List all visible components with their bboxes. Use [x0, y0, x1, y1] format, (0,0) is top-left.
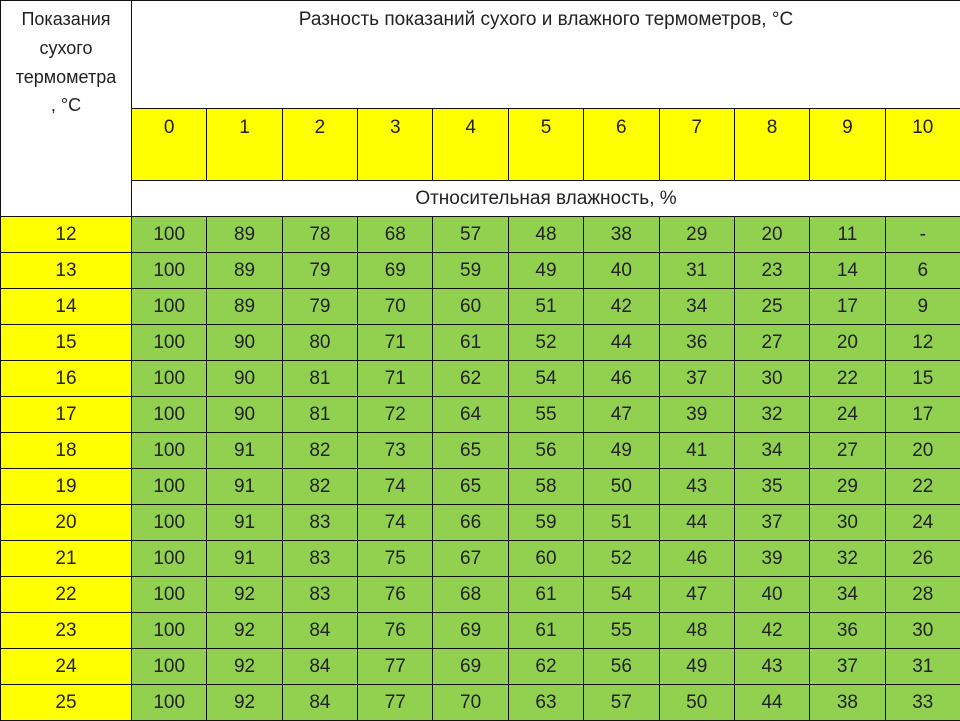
- humidity-value-cell: 57: [433, 217, 508, 253]
- humidity-value-cell: 46: [659, 541, 734, 577]
- humidity-value-cell: 39: [659, 397, 734, 433]
- humidity-value-cell: 90: [207, 397, 282, 433]
- humidity-value-cell: 84: [282, 613, 357, 649]
- dry-temperature-cell: 17: [1, 397, 132, 433]
- difference-value: 8: [767, 117, 778, 139]
- humidity-value-cell: 20: [734, 217, 809, 253]
- table-row: [1, 253, 960, 289]
- corner-line: термометра: [1, 63, 131, 92]
- difference-value: 3: [390, 117, 401, 139]
- table-title: [132, 1, 960, 109]
- humidity-value-cell: 70: [358, 289, 433, 325]
- humidity-value-cell: 40: [734, 577, 809, 613]
- humidity-value-cell: 100: [132, 613, 207, 649]
- humidity-value-cell: 12: [885, 325, 960, 361]
- humidity-value-cell: 36: [659, 325, 734, 361]
- humidity-value-cell: 62: [508, 649, 583, 685]
- humidity-value-cell: 44: [734, 685, 809, 721]
- humidity-value-cell: 100: [132, 253, 207, 289]
- humidity-value-cell: 6: [885, 253, 960, 289]
- dry-temperature-cell: 24: [1, 649, 132, 685]
- humidity-value-cell: 17: [885, 397, 960, 433]
- dry-temperature-cell: 22: [1, 577, 132, 613]
- humidity-value-cell: 89: [207, 289, 282, 325]
- humidity-value-cell: 75: [358, 541, 433, 577]
- humidity-value-cell: 41: [659, 433, 734, 469]
- humidity-value-cell: 14: [810, 253, 885, 289]
- humidity-value-cell: 43: [659, 469, 734, 505]
- difference-header-cell: [282, 109, 357, 181]
- table-row: [1, 361, 960, 397]
- humidity-value-cell: 22: [885, 469, 960, 505]
- humidity-value-cell: 76: [358, 577, 433, 613]
- difference-header-cell: [885, 109, 960, 181]
- humidity-value-cell: 27: [734, 325, 809, 361]
- humidity-value-cell: 26: [885, 541, 960, 577]
- humidity-value-cell: 62: [433, 361, 508, 397]
- difference-header-cell: [508, 109, 583, 181]
- humidity-value-cell: 79: [282, 253, 357, 289]
- humidity-value-cell: 30: [734, 361, 809, 397]
- table-row: [1, 613, 960, 649]
- difference-header-cell: [433, 109, 508, 181]
- humidity-value-cell: 20: [810, 325, 885, 361]
- humidity-value-cell: 38: [584, 217, 659, 253]
- difference-header-cell: [132, 109, 207, 181]
- humidity-value-cell: 25: [734, 289, 809, 325]
- humidity-value-cell: 22: [810, 361, 885, 397]
- difference-header-cell: [358, 109, 433, 181]
- humidity-value-cell: 55: [584, 613, 659, 649]
- humidity-value-cell: 52: [584, 541, 659, 577]
- humidity-value-cell: 100: [132, 505, 207, 541]
- humidity-value-cell: 44: [659, 505, 734, 541]
- humidity-value-cell: 64: [433, 397, 508, 433]
- humidity-value-cell: 56: [584, 649, 659, 685]
- humidity-value-cell: 80: [282, 325, 357, 361]
- humidity-value-cell: 50: [659, 685, 734, 721]
- humidity-value-cell: 84: [282, 685, 357, 721]
- humidity-value-cell: 92: [207, 613, 282, 649]
- dry-temperature-cell: 21: [1, 541, 132, 577]
- table-row: [1, 433, 960, 469]
- humidity-value-cell: 90: [207, 361, 282, 397]
- dry-temperature-cell: 20: [1, 505, 132, 541]
- humidity-value-cell: 23: [734, 253, 809, 289]
- difference-value: 6: [616, 117, 627, 139]
- humidity-value-cell: 29: [810, 469, 885, 505]
- humidity-value-cell: 91: [207, 433, 282, 469]
- humidity-value-cell: 51: [584, 505, 659, 541]
- humidity-value-cell: 92: [207, 577, 282, 613]
- humidity-value-cell: 61: [508, 613, 583, 649]
- difference-header-cell: [810, 109, 885, 181]
- humidity-value-cell: 20: [885, 433, 960, 469]
- humidity-value-cell: 74: [358, 505, 433, 541]
- humidity-value-cell: 100: [132, 469, 207, 505]
- table-body: [1, 217, 960, 721]
- dry-temperature-cell: 15: [1, 325, 132, 361]
- humidity-value-cell: 15: [885, 361, 960, 397]
- humidity-value-cell: 77: [358, 649, 433, 685]
- humidity-value-cell: 73: [358, 433, 433, 469]
- humidity-value-cell: 44: [584, 325, 659, 361]
- humidity-value-cell: 78: [282, 217, 357, 253]
- humidity-value-cell: 52: [508, 325, 583, 361]
- humidity-value-cell: 48: [659, 613, 734, 649]
- humidity-value-cell: 71: [358, 325, 433, 361]
- humidity-value-cell: 37: [810, 649, 885, 685]
- humidity-value-cell: 84: [282, 649, 357, 685]
- relative-humidity-label: Относительная влажность, %: [132, 181, 960, 217]
- humidity-value-cell: 34: [734, 433, 809, 469]
- table-row: [1, 469, 960, 505]
- humidity-value-cell: 81: [282, 397, 357, 433]
- humidity-value-cell: 48: [508, 217, 583, 253]
- difference-value: 9: [842, 117, 853, 139]
- humidity-value-cell: 38: [810, 685, 885, 721]
- humidity-value-cell: 68: [433, 577, 508, 613]
- humidity-value-cell: 58: [508, 469, 583, 505]
- difference-value: 1: [239, 117, 250, 139]
- difference-value: 5: [541, 117, 552, 139]
- difference-value: 10: [912, 117, 933, 139]
- dry-temperature-cell: 12: [1, 217, 132, 253]
- humidity-value-cell: 42: [584, 289, 659, 325]
- difference-value: 2: [315, 117, 326, 139]
- humidity-value-cell: 24: [810, 397, 885, 433]
- humidity-value-cell: 66: [433, 505, 508, 541]
- dry-temperature-cell: 18: [1, 433, 132, 469]
- difference-header-cell: [584, 109, 659, 181]
- humidity-value-cell: 100: [132, 397, 207, 433]
- dry-temperature-cell: 13: [1, 253, 132, 289]
- table-row: [1, 325, 960, 361]
- humidity-value-cell: 54: [508, 361, 583, 397]
- humidity-value-cell: 82: [282, 469, 357, 505]
- humidity-value-cell: 100: [132, 433, 207, 469]
- humidity-value-cell: 40: [584, 253, 659, 289]
- humidity-value-cell: 83: [282, 505, 357, 541]
- humidity-value-cell: 30: [885, 613, 960, 649]
- humidity-value-cell: 24: [885, 505, 960, 541]
- humidity-value-cell: 17: [810, 289, 885, 325]
- humidity-value-cell: 81: [282, 361, 357, 397]
- humidity-value-cell: 92: [207, 685, 282, 721]
- humidity-value-cell: 54: [584, 577, 659, 613]
- humidity-value-cell: 68: [358, 217, 433, 253]
- humidity-value-cell: 76: [358, 613, 433, 649]
- humidity-value-cell: 61: [508, 577, 583, 613]
- difference-value: 7: [691, 117, 702, 139]
- humidity-value-cell: 92: [207, 649, 282, 685]
- humidity-value-cell: 31: [659, 253, 734, 289]
- difference-header-cell: [207, 109, 282, 181]
- humidity-value-cell: -: [885, 217, 960, 253]
- humidity-value-cell: 100: [132, 649, 207, 685]
- humidity-value-cell: 100: [132, 361, 207, 397]
- dry-temperature-cell: 14: [1, 289, 132, 325]
- humidity-value-cell: 100: [132, 217, 207, 253]
- humidity-value-cell: 47: [659, 577, 734, 613]
- humidity-value-cell: 43: [734, 649, 809, 685]
- humidity-value-cell: 27: [810, 433, 885, 469]
- humidity-value-cell: 100: [132, 577, 207, 613]
- humidity-value-cell: 31: [885, 649, 960, 685]
- humidity-value-cell: 49: [659, 649, 734, 685]
- table-row: [1, 685, 960, 721]
- table-row: [1, 397, 960, 433]
- difference-header-cell: [734, 109, 809, 181]
- corner-header: [1, 1, 132, 217]
- humidity-value-cell: 49: [508, 253, 583, 289]
- humidity-value-cell: 100: [132, 541, 207, 577]
- humidity-value-cell: 100: [132, 685, 207, 721]
- humidity-value-cell: 59: [508, 505, 583, 541]
- corner-line: сухого: [1, 34, 131, 63]
- humidity-value-cell: 51: [508, 289, 583, 325]
- table-row: [1, 289, 960, 325]
- humidity-value-cell: 60: [433, 289, 508, 325]
- humidity-value-cell: 77: [358, 685, 433, 721]
- humidity-value-cell: 37: [734, 505, 809, 541]
- table-row: [1, 217, 960, 253]
- humidity-value-cell: 91: [207, 505, 282, 541]
- humidity-value-cell: 70: [433, 685, 508, 721]
- humidity-value-cell: 65: [433, 469, 508, 505]
- dry-temperature-cell: 25: [1, 685, 132, 721]
- humidity-value-cell: 91: [207, 469, 282, 505]
- humidity-value-cell: 91: [207, 541, 282, 577]
- table-row: [1, 649, 960, 685]
- humidity-value-cell: 34: [810, 577, 885, 613]
- humidity-value-cell: 29: [659, 217, 734, 253]
- humidity-value-cell: 55: [508, 397, 583, 433]
- humidity-value-cell: 74: [358, 469, 433, 505]
- humidity-value-cell: 34: [659, 289, 734, 325]
- table-title-text: Разность показаний сухого и влажного термометров, °С: [299, 9, 793, 31]
- table-row: [1, 577, 960, 613]
- humidity-value-cell: 50: [584, 469, 659, 505]
- humidity-value-cell: 67: [433, 541, 508, 577]
- humidity-value-cell: 46: [584, 361, 659, 397]
- humidity-value-cell: 100: [132, 325, 207, 361]
- humidity-value-cell: 89: [207, 253, 282, 289]
- humidity-value-cell: 71: [358, 361, 433, 397]
- table-row: [1, 541, 960, 577]
- humidity-value-cell: 83: [282, 541, 357, 577]
- humidity-value-cell: 100: [132, 289, 207, 325]
- humidity-value-cell: 72: [358, 397, 433, 433]
- dry-temperature-cell: 23: [1, 613, 132, 649]
- humidity-value-cell: 9: [885, 289, 960, 325]
- humidity-value-cell: 69: [433, 613, 508, 649]
- humidity-value-cell: 32: [734, 397, 809, 433]
- humidity-value-cell: 56: [508, 433, 583, 469]
- dry-temperature-cell: 16: [1, 361, 132, 397]
- humidity-value-cell: 42: [734, 613, 809, 649]
- dry-temperature-cell: 19: [1, 469, 132, 505]
- humidity-value-cell: 11: [810, 217, 885, 253]
- corner-line: , °С: [1, 91, 131, 120]
- humidity-value-cell: 36: [810, 613, 885, 649]
- humidity-value-cell: 65: [433, 433, 508, 469]
- humidity-value-cell: 69: [433, 649, 508, 685]
- humidity-value-cell: 63: [508, 685, 583, 721]
- difference-value: 0: [164, 117, 175, 139]
- humidity-value-cell: 39: [734, 541, 809, 577]
- humidity-value-cell: 49: [584, 433, 659, 469]
- humidity-value-cell: 79: [282, 289, 357, 325]
- humidity-value-cell: 28: [885, 577, 960, 613]
- humidity-value-cell: 83: [282, 577, 357, 613]
- corner-line: Показания: [1, 5, 131, 34]
- humidity-value-cell: 30: [810, 505, 885, 541]
- humidity-value-cell: 37: [659, 361, 734, 397]
- humidity-value-cell: 60: [508, 541, 583, 577]
- humidity-value-cell: 61: [433, 325, 508, 361]
- humidity-value-cell: 90: [207, 325, 282, 361]
- temperature-difference-row: [1, 109, 960, 181]
- humidity-value-cell: 82: [282, 433, 357, 469]
- humidity-value-cell: 89: [207, 217, 282, 253]
- difference-value: 4: [465, 117, 476, 139]
- table-row: [1, 505, 960, 541]
- humidity-value-cell: 69: [358, 253, 433, 289]
- humidity-value-cell: 32: [810, 541, 885, 577]
- difference-header-cell: [659, 109, 734, 181]
- humidity-value-cell: 33: [885, 685, 960, 721]
- humidity-value-cell: 35: [734, 469, 809, 505]
- humidity-value-cell: 57: [584, 685, 659, 721]
- humidity-value-cell: 47: [584, 397, 659, 433]
- humidity-value-cell: 59: [433, 253, 508, 289]
